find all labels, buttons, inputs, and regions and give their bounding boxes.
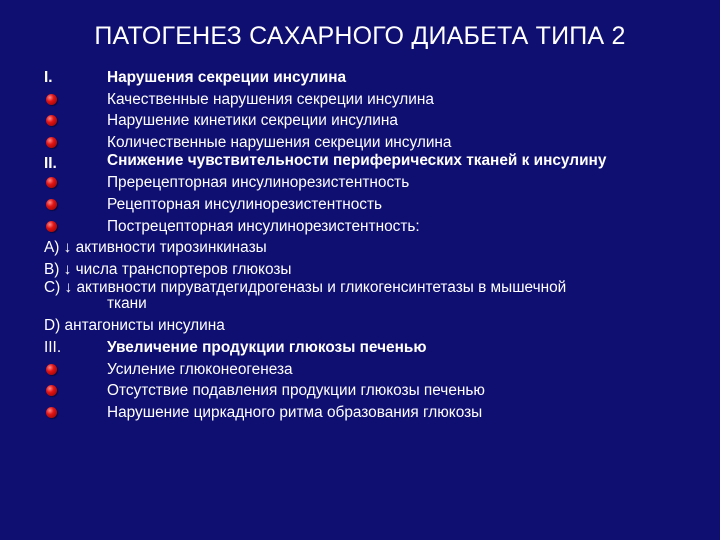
section-2-heading-text: Снижение чувствительности периферических тканей к инсулину: [107, 152, 607, 170]
list-item: [44, 89, 694, 111]
list-item: [44, 110, 694, 132]
section-3-heading: [44, 337, 694, 359]
lettered-item: [44, 259, 694, 281]
red-ball-bullet-icon: [46, 221, 57, 232]
lettered-item: [44, 237, 694, 259]
list-item-text: Пререцепторная инсулинорезистентность: [107, 174, 410, 192]
red-ball-bullet-icon: [46, 137, 57, 148]
red-ball-bullet-icon: [46, 364, 57, 375]
red-ball-bullet-icon: [46, 94, 57, 105]
list-item-text: Усиление глюконеогенеза: [107, 360, 293, 378]
red-ball-bullet-icon: [46, 407, 57, 418]
red-ball-bullet-icon: [46, 199, 57, 210]
list-item: [44, 132, 694, 154]
list-item-text: Нарушение циркадного ритма образования глюкозы: [107, 403, 483, 421]
list-item: [44, 194, 694, 216]
section-1-heading-text: Нарушения секреции инсулина: [107, 69, 347, 86]
section-1-marker: I.: [44, 69, 53, 86]
lettered-item-continuation: ткани: [107, 295, 147, 313]
list-item: [44, 402, 694, 424]
section-2-heading: [44, 153, 694, 172]
section-2-marker: II.: [44, 155, 57, 173]
list-item: [44, 172, 694, 194]
lettered-item-text: В) ↓ числа транспортеров глюкозы: [44, 260, 292, 278]
list-item: [44, 216, 694, 238]
lettered-item: [44, 315, 694, 337]
lettered-item-text: А) ↓ активности тирозинкиназы: [44, 239, 267, 257]
list-item-text: Отсутствие подавления продукции глюкозы печенью: [107, 382, 485, 400]
section-1-heading: [44, 67, 694, 89]
list-item: [44, 380, 694, 402]
list-item-text: Качественные нарушения секреции инсулина: [107, 90, 434, 108]
list-item-text: Количественные нарушения секреции инсулина: [107, 133, 452, 151]
slide-content: [44, 67, 694, 423]
slide-title: ПАТОГЕНЕЗ САХАРНОГО ДИАБЕТА ТИПА 2: [94, 22, 626, 50]
lettered-item: [44, 280, 694, 315]
lettered-item-text: С) ↓ активности пируватдегидрогеназы и гликогенсинтетазы в мышечной: [44, 279, 567, 297]
list-item-text: Рецепторная инсулинорезистентность: [107, 195, 383, 213]
lettered-item-text: D) антагонисты инсулина: [44, 317, 225, 335]
section-3-marker: III.: [44, 338, 62, 356]
list-item-text: Нарушение кинетики секреции инсулина: [107, 112, 398, 130]
list-item-text: Пострецепторная инсулинорезистентность:: [107, 217, 420, 235]
list-item: [44, 359, 694, 381]
section-3-heading-text: Увеличение продукции глюкозы печенью: [107, 338, 427, 356]
